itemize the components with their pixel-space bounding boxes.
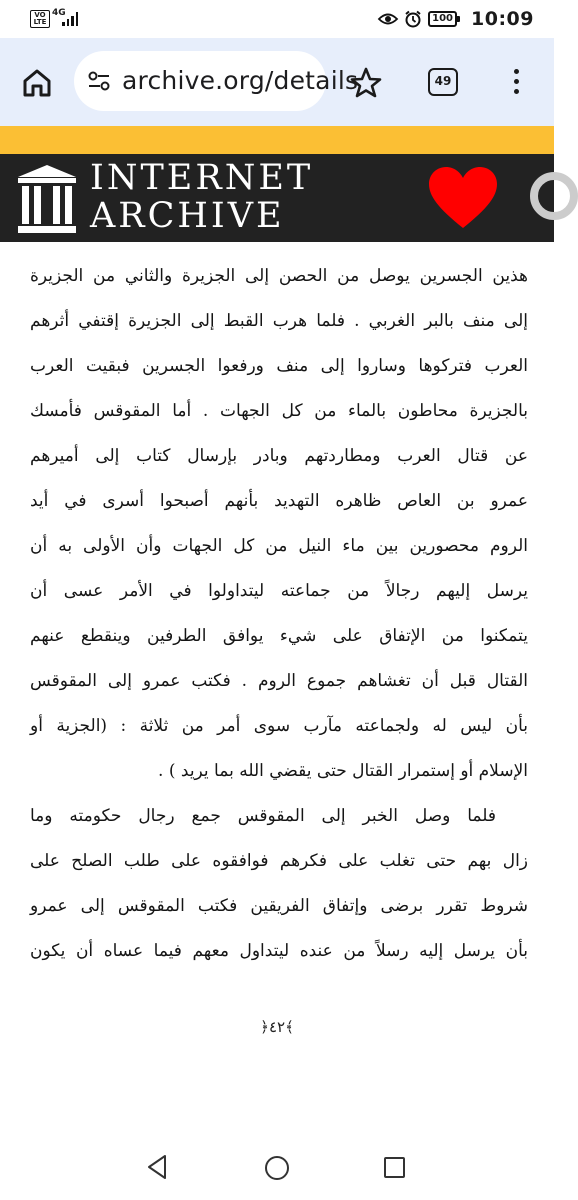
text-line: هذين الجسرين يوصل من الحصن إلى الجزيرة والثاني من الجزيرة — [30, 266, 528, 286]
address-bar[interactable] — [74, 51, 359, 111]
tab-switcher-button[interactable]: 49 — [428, 68, 458, 96]
text-line: يرسل إليهم رجالاً من جماعته ليتداولوا في الأمر عسى أن — [30, 581, 528, 601]
overflow-menu-icon[interactable] — [506, 66, 526, 100]
text-line: بأن ليس له ولجماعته مآرب سوى أمر من ثلاثة : (الجزية أو — [30, 716, 528, 736]
text-line: عن قتال العرب ومطاردتهم وبادر بإرسال كتاب إلى أميرهم — [30, 446, 528, 466]
donate-heart-icon[interactable] — [428, 166, 498, 230]
site-settings-icon[interactable] — [88, 71, 110, 91]
page-text — [30, 254, 528, 974]
url-text[interactable]: archive.org/details — [122, 66, 359, 95]
back-triangle-icon[interactable] — [146, 1154, 168, 1180]
text-line: بالجزيرة محاطون بالماء من كل الجهات . أما المقوقس فأمسك — [30, 401, 528, 421]
eye-icon — [378, 12, 398, 26]
text-line: إلى منف بالبر الغربي . فلما هرب القبط إلى الجزيرة إقتفي أثرهم — [30, 311, 528, 331]
battery-icon: 100 — [428, 11, 457, 27]
text-line: القتال قبل أن تغشاهم جموع الروم . فكتب عمرو إلى المقوقس — [30, 671, 528, 691]
status-time: 10:09 — [471, 8, 534, 30]
recents-square-icon[interactable] — [384, 1157, 405, 1178]
home-circle-icon[interactable] — [265, 1156, 289, 1180]
text-line: الإسلام أو إستمرار القتال حتى يقضي الله بما يريد ) . — [158, 761, 528, 781]
system-navigation-bar — [0, 1120, 554, 1200]
text-line: فلما وصل الخبر إلى المقوقس جمع رجال حكومته وما — [30, 806, 496, 826]
page-number: ﴿٤٢﴾ — [260, 1018, 294, 1036]
internet-archive-logo-icon[interactable] — [16, 163, 78, 235]
text-line: شروط تقرر برضى وإتفاق الفريقين فكتب المقوقس إلى عمرو — [30, 896, 528, 916]
text-line: العرب فتركوها وساروا إلى منف ورفعوا الجسرين فبقيت العرب — [30, 356, 528, 376]
book-page — [0, 242, 554, 1080]
status-bar — [0, 0, 554, 38]
donation-banner-strip[interactable] — [0, 126, 554, 154]
text-line: يتمكنوا من الإتفاق على شيء يوافق الطرفين وينقطع عنهم — [30, 626, 528, 646]
site-name-line1[interactable]: INTERNET — [90, 158, 314, 198]
text-line: الروم محصورين بين ماء النيل من كل الجهات وأن الأولى به أن — [30, 536, 529, 556]
browser-toolbar — [0, 38, 554, 126]
signal-strength-icon — [62, 12, 78, 26]
text-line: بأن يرسل إليه رسلاً من عنده ليتداول معهم فيما عساه أن يكون — [30, 941, 528, 961]
site-header — [0, 154, 554, 242]
alarm-icon — [404, 10, 422, 28]
bookmark-star-icon[interactable] — [349, 66, 383, 100]
network-type: 4G — [52, 8, 66, 18]
text-line: عمرو بن العاص ظاهره التهديد بأنهم أصبحوا أسرى في أيد — [30, 491, 528, 511]
site-name-line2[interactable]: ARCHIVE — [90, 196, 285, 236]
text-line: زال بهم حتى تغلب على فكرهم فوافقوه على طلب الصلح على — [30, 851, 528, 871]
home-icon[interactable] — [18, 64, 56, 102]
volte-icon: VO LTE — [30, 10, 50, 28]
search-icon[interactable] — [530, 172, 578, 220]
